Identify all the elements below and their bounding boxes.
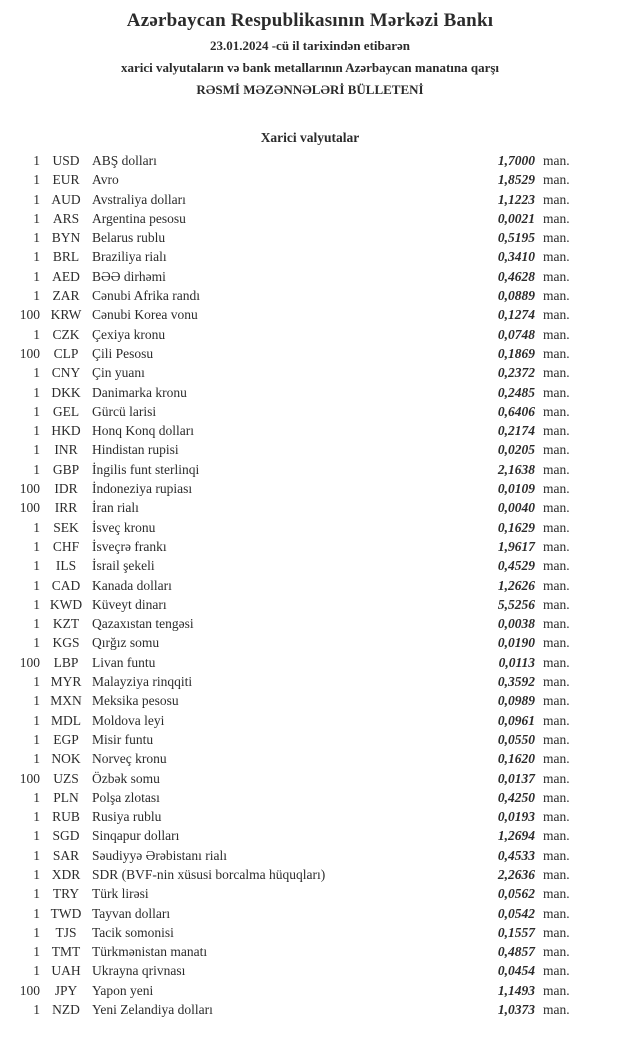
currency-name: Ukrayna qrivnası bbox=[92, 963, 186, 979]
rate-row bbox=[0, 633, 620, 652]
rate-unit: man. bbox=[543, 828, 570, 844]
rate-unit: man. bbox=[543, 577, 570, 593]
rate-value: 0,0038 bbox=[497, 616, 535, 632]
currency-code: CHF bbox=[52, 538, 80, 554]
rate-value: 0,2372 bbox=[497, 365, 535, 381]
rate-quantity: 1 bbox=[33, 596, 40, 612]
rate-row bbox=[0, 363, 620, 382]
rate-quantity: 1 bbox=[33, 674, 40, 690]
rate-value: 0,2485 bbox=[497, 384, 535, 400]
rate-unit: man. bbox=[543, 731, 570, 747]
rate-unit: man. bbox=[543, 616, 570, 632]
rate-row bbox=[0, 942, 620, 961]
rate-value: 0,0550 bbox=[497, 731, 535, 747]
currency-code: CZK bbox=[52, 326, 80, 342]
currency-code: SEK bbox=[53, 519, 79, 535]
rate-value: 0,5195 bbox=[497, 230, 535, 246]
currency-code: CNY bbox=[51, 365, 81, 381]
currency-name: Avstraliya dolları bbox=[92, 191, 186, 207]
rate-row bbox=[0, 267, 620, 286]
rate-unit: man. bbox=[543, 172, 570, 188]
rate-unit: man. bbox=[543, 210, 570, 226]
currency-name: Çexiya kronu bbox=[92, 326, 166, 342]
rate-value: 1,8529 bbox=[497, 172, 535, 188]
rate-unit: man. bbox=[543, 384, 570, 400]
rate-value: 1,2626 bbox=[497, 577, 535, 593]
rate-unit: man. bbox=[543, 635, 570, 651]
rate-quantity: 1 bbox=[33, 384, 40, 400]
currency-name: Çili Pesosu bbox=[92, 345, 154, 361]
currency-code: IDR bbox=[54, 481, 78, 497]
currency-name: Küveyt dinarı bbox=[92, 596, 167, 612]
rate-quantity: 100 bbox=[19, 770, 40, 786]
currency-name: Türkmənistan manatı bbox=[92, 944, 208, 960]
rates-table bbox=[0, 151, 620, 1019]
rate-value: 0,0205 bbox=[497, 442, 535, 458]
rate-row bbox=[0, 479, 620, 498]
rate-value: 1,1223 bbox=[497, 191, 535, 207]
rate-quantity: 1 bbox=[33, 635, 40, 651]
rate-row bbox=[0, 383, 620, 402]
currency-code: MYR bbox=[50, 674, 82, 690]
rate-row bbox=[0, 151, 620, 170]
rate-row bbox=[0, 537, 620, 556]
rate-unit: man. bbox=[543, 442, 570, 458]
rate-quantity: 1 bbox=[33, 249, 40, 265]
currency-code: BRL bbox=[52, 249, 80, 265]
currency-name: İsveç kronu bbox=[92, 519, 156, 535]
rate-quantity: 1 bbox=[33, 403, 40, 419]
currency-code: PLN bbox=[53, 789, 79, 805]
rate-row bbox=[0, 865, 620, 884]
rate-row bbox=[0, 190, 620, 209]
rate-quantity: 1 bbox=[33, 577, 40, 593]
currency-code: ZAR bbox=[52, 288, 80, 304]
rate-unit: man. bbox=[543, 674, 570, 690]
rate-value: 0,2174 bbox=[497, 423, 535, 439]
rate-row bbox=[0, 402, 620, 421]
rate-value: 0,1274 bbox=[497, 307, 535, 323]
currency-name: Tacik somonisi bbox=[92, 924, 174, 940]
rate-unit: man. bbox=[543, 596, 570, 612]
rate-row bbox=[0, 286, 620, 305]
rate-unit: man. bbox=[543, 461, 570, 477]
currency-code: AED bbox=[52, 268, 80, 284]
rate-unit: man. bbox=[543, 789, 570, 805]
rate-value: 0,0889 bbox=[497, 288, 535, 304]
rate-value: 0,6406 bbox=[497, 403, 535, 419]
rate-unit: man. bbox=[543, 1002, 570, 1018]
rate-quantity: 1 bbox=[33, 538, 40, 554]
rate-value: 0,0454 bbox=[497, 963, 535, 979]
currency-code: NZD bbox=[52, 1002, 80, 1018]
rate-row bbox=[0, 884, 620, 903]
currency-name: Hindistan rupisi bbox=[92, 442, 179, 458]
currency-code: EUR bbox=[52, 172, 80, 188]
currency-name: Malayziya rinqqiti bbox=[92, 674, 193, 690]
rate-value: 0,0989 bbox=[497, 693, 535, 709]
currency-name: İngilis funt sterlinqi bbox=[92, 461, 200, 477]
currency-name: Kanada dolları bbox=[92, 577, 172, 593]
currency-name: Cənubi Korea vonu bbox=[92, 307, 198, 323]
rate-value: 1,2694 bbox=[497, 828, 535, 844]
rate-quantity: 1 bbox=[33, 153, 40, 168]
currency-name: Tayvan dolları bbox=[92, 905, 171, 921]
currency-name: Yapon yeni bbox=[92, 982, 154, 998]
rate-quantity: 1 bbox=[33, 924, 40, 940]
rate-quantity: 1 bbox=[33, 172, 40, 188]
rate-unit: man. bbox=[543, 538, 570, 554]
currency-name: Çin yuanı bbox=[92, 365, 145, 381]
currency-code: BYN bbox=[51, 230, 81, 246]
rate-value: 0,4533 bbox=[497, 847, 535, 863]
rate-quantity: 1 bbox=[33, 268, 40, 284]
rate-row bbox=[0, 247, 620, 266]
rate-quantity: 1 bbox=[33, 789, 40, 805]
currency-name: Honq Konq dolları bbox=[92, 423, 194, 439]
rate-unit: man. bbox=[543, 423, 570, 439]
rate-quantity: 1 bbox=[33, 905, 40, 921]
rate-unit: man. bbox=[543, 288, 570, 304]
currency-name: İsrail şekeli bbox=[92, 558, 155, 574]
rate-value: 2,1638 bbox=[497, 461, 535, 477]
rate-unit: man. bbox=[543, 944, 570, 960]
rate-value: 0,0190 bbox=[497, 635, 535, 651]
rate-quantity: 100 bbox=[19, 307, 40, 323]
currency-name: BƏƏ dirhəmi bbox=[92, 268, 166, 284]
rate-quantity: 1 bbox=[33, 558, 40, 574]
currency-code: MDL bbox=[51, 712, 81, 728]
rate-quantity: 1 bbox=[33, 828, 40, 844]
rate-quantity: 1 bbox=[33, 866, 40, 882]
currency-code: IRR bbox=[54, 500, 78, 516]
currency-code: TRY bbox=[52, 886, 80, 902]
rate-quantity: 1 bbox=[33, 288, 40, 304]
currency-code: XDR bbox=[51, 866, 81, 882]
currency-code: TJS bbox=[55, 924, 77, 940]
currency-code: EGP bbox=[53, 731, 79, 747]
rate-value: 0,0562 bbox=[497, 886, 535, 902]
rate-unit: man. bbox=[543, 230, 570, 246]
rate-value: 0,4857 bbox=[497, 944, 535, 960]
rate-unit: man. bbox=[543, 191, 570, 207]
currency-name: Misir funtu bbox=[92, 731, 154, 747]
rate-row bbox=[0, 749, 620, 768]
currency-code: SAR bbox=[52, 847, 80, 863]
currency-code: USD bbox=[52, 153, 80, 168]
currency-code: AUD bbox=[51, 191, 81, 207]
rate-quantity: 1 bbox=[33, 886, 40, 902]
currency-code: TWD bbox=[50, 905, 82, 921]
currency-code: RUB bbox=[52, 809, 80, 825]
currency-name: Qazaxıstan tengəsi bbox=[92, 616, 194, 632]
rate-value: 0,3410 bbox=[497, 249, 535, 265]
currency-name: Səudiyyə Ərəbistanı rialı bbox=[92, 847, 227, 863]
rate-unit: man. bbox=[543, 905, 570, 921]
rate-row bbox=[0, 209, 620, 228]
rate-row bbox=[0, 305, 620, 324]
rate-value: 0,0109 bbox=[497, 481, 535, 497]
rate-value: 0,0040 bbox=[497, 500, 535, 516]
rate-row bbox=[0, 691, 620, 710]
rate-row bbox=[0, 846, 620, 865]
currency-code: MXN bbox=[50, 693, 82, 709]
rate-row bbox=[0, 614, 620, 633]
subtitle-line-2: RƏSMİ MƏZƏNNƏLƏRİ BÜLLETENİ bbox=[196, 82, 424, 97]
rate-row bbox=[0, 788, 620, 807]
rate-value: 1,9617 bbox=[497, 538, 535, 554]
rate-value: 2,2636 bbox=[497, 866, 535, 882]
currency-name: Moldova leyi bbox=[92, 712, 165, 728]
rate-unit: man. bbox=[543, 249, 570, 265]
rate-quantity: 100 bbox=[19, 345, 40, 361]
rate-row bbox=[0, 576, 620, 595]
currency-name: SDR (BVF-nin xüsusi borcalma hüquqları) bbox=[92, 866, 326, 882]
rate-quantity: 1 bbox=[33, 963, 40, 979]
currency-code: INR bbox=[54, 442, 78, 458]
rate-unit: man. bbox=[543, 345, 570, 361]
rate-quantity: 1 bbox=[33, 519, 40, 535]
currency-code: ARS bbox=[52, 210, 80, 226]
rate-value: 0,0542 bbox=[497, 905, 535, 921]
rate-quantity: 1 bbox=[33, 616, 40, 632]
rate-unit: man. bbox=[543, 751, 570, 767]
currency-name: Belarus rublu bbox=[92, 230, 166, 246]
rate-unit: man. bbox=[543, 866, 570, 882]
currency-code: KWD bbox=[49, 596, 83, 612]
rate-value: 0,0748 bbox=[497, 326, 535, 342]
rate-value: 0,0113 bbox=[498, 654, 535, 670]
currency-name: Cənubi Afrika randı bbox=[92, 288, 200, 304]
rate-unit: man. bbox=[543, 153, 570, 168]
rate-unit: man. bbox=[543, 481, 570, 497]
rate-unit: man. bbox=[543, 403, 570, 419]
rate-value: 0,0193 bbox=[497, 809, 535, 825]
currency-name: Türk lirəsi bbox=[92, 886, 149, 902]
rate-value: 0,1557 bbox=[497, 924, 535, 940]
rate-quantity: 1 bbox=[33, 712, 40, 728]
rate-value: 1,1493 bbox=[497, 982, 535, 998]
currency-code: TMT bbox=[51, 944, 81, 960]
currency-name: Avro bbox=[92, 172, 119, 188]
rate-unit: man. bbox=[543, 924, 570, 940]
rate-quantity: 1 bbox=[33, 944, 40, 960]
rate-quantity: 1 bbox=[33, 326, 40, 342]
rate-quantity: 1 bbox=[33, 230, 40, 246]
rate-row bbox=[0, 595, 620, 614]
rate-unit: man. bbox=[543, 963, 570, 979]
rate-value: 0,4628 bbox=[497, 268, 535, 284]
rate-row bbox=[0, 498, 620, 517]
rate-quantity: 1 bbox=[33, 442, 40, 458]
currency-code: KGS bbox=[52, 635, 80, 651]
rate-row bbox=[0, 923, 620, 942]
rate-quantity: 1 bbox=[33, 210, 40, 226]
currency-name: Danimarka kronu bbox=[92, 384, 187, 400]
rate-value: 0,4250 bbox=[497, 789, 535, 805]
currency-code: GEL bbox=[52, 403, 80, 419]
rate-quantity: 100 bbox=[19, 500, 40, 516]
rate-unit: man. bbox=[543, 982, 570, 998]
rate-quantity: 1 bbox=[33, 365, 40, 381]
rate-unit: man. bbox=[543, 693, 570, 709]
effective-date-line: 23.01.2024 -cü il tarixindən etibarən bbox=[209, 38, 411, 53]
rate-quantity: 1 bbox=[33, 461, 40, 477]
currency-code: LBP bbox=[53, 654, 79, 670]
rate-unit: man. bbox=[543, 307, 570, 323]
rate-unit: man. bbox=[543, 886, 570, 902]
section-title-foreign-currencies: Xarici valyutalar bbox=[260, 130, 360, 145]
rate-value: 5,5256 bbox=[497, 596, 535, 612]
rate-row bbox=[0, 653, 620, 672]
rate-row bbox=[0, 518, 620, 537]
currency-name: Qırğız somu bbox=[92, 635, 160, 651]
currency-code: GBP bbox=[52, 461, 80, 477]
rate-unit: man. bbox=[543, 558, 570, 574]
rate-unit: man. bbox=[543, 712, 570, 728]
currency-name: Argentina pesosu bbox=[92, 210, 186, 226]
currency-code: HKD bbox=[51, 423, 81, 439]
currency-name: İran rialı bbox=[92, 500, 139, 516]
rate-row bbox=[0, 711, 620, 730]
rate-unit: man. bbox=[543, 326, 570, 342]
rate-row bbox=[0, 556, 620, 575]
currency-name: Braziliya rialı bbox=[92, 249, 167, 265]
currency-name: Yeni Zelandiya dolları bbox=[92, 1002, 213, 1018]
rate-quantity: 1 bbox=[33, 1002, 40, 1018]
rate-value: 0,0137 bbox=[497, 770, 535, 786]
rate-value: 0,4529 bbox=[497, 558, 535, 574]
currency-code: JPY bbox=[54, 982, 78, 998]
bulletin-header bbox=[0, 0, 620, 97]
rate-value: 0,1620 bbox=[497, 751, 535, 767]
currency-code: DKK bbox=[51, 384, 81, 400]
rate-value: 0,0961 bbox=[497, 712, 535, 728]
rate-value: 1,7000 bbox=[497, 153, 535, 168]
currency-code: UZS bbox=[53, 770, 79, 786]
currency-code: KRW bbox=[50, 307, 82, 323]
rate-row bbox=[0, 460, 620, 479]
rate-value: 1,0373 bbox=[497, 1002, 535, 1018]
currency-code: NOK bbox=[51, 751, 81, 767]
rate-value: 0,1629 bbox=[497, 519, 535, 535]
rate-unit: man. bbox=[543, 654, 570, 670]
currency-name: ABŞ dolları bbox=[92, 153, 157, 168]
rate-quantity: 1 bbox=[33, 847, 40, 863]
currency-name: İndoneziya rupiası bbox=[92, 481, 193, 497]
rate-unit: man. bbox=[543, 770, 570, 786]
rate-row bbox=[0, 807, 620, 826]
rate-row bbox=[0, 769, 620, 788]
rate-quantity: 100 bbox=[19, 654, 40, 670]
rate-row bbox=[0, 344, 620, 363]
rate-quantity: 1 bbox=[33, 693, 40, 709]
currency-name: Meksika pesosu bbox=[92, 693, 179, 709]
rate-value: 0,1869 bbox=[497, 345, 535, 361]
bank-title: Azərbaycan Respublikasının Mərkəzi Bankı bbox=[126, 10, 494, 31]
currency-name: Rusiya rublu bbox=[92, 809, 162, 825]
rate-quantity: 1 bbox=[33, 191, 40, 207]
rate-row bbox=[0, 904, 620, 923]
currency-name: Polşa zlotası bbox=[92, 789, 160, 805]
subtitle-line-1: xarici valyutaların və bank metallarının Azərbaycan manatına qarşı bbox=[120, 60, 500, 75]
rate-row bbox=[0, 826, 620, 845]
currency-name: İsveçrə frankı bbox=[92, 538, 167, 554]
currency-name: Norveç kronu bbox=[92, 751, 167, 767]
rate-row bbox=[0, 440, 620, 459]
rate-row bbox=[0, 228, 620, 247]
rate-quantity: 1 bbox=[33, 731, 40, 747]
currency-code: CAD bbox=[51, 577, 81, 593]
currency-code: SGD bbox=[52, 828, 80, 844]
rate-unit: man. bbox=[543, 365, 570, 381]
rate-unit: man. bbox=[543, 500, 570, 516]
rate-quantity: 100 bbox=[19, 982, 40, 998]
rate-row bbox=[0, 421, 620, 440]
rate-unit: man. bbox=[543, 268, 570, 284]
currency-code: ILS bbox=[55, 558, 77, 574]
rate-quantity: 1 bbox=[33, 423, 40, 439]
rate-row bbox=[0, 730, 620, 749]
rate-quantity: 1 bbox=[33, 751, 40, 767]
rate-value: 0,0021 bbox=[497, 210, 535, 226]
currency-name: Livan funtu bbox=[92, 654, 156, 670]
rate-row bbox=[0, 981, 620, 1000]
currency-name: Gürcü larisi bbox=[92, 403, 157, 419]
currency-code: KZT bbox=[52, 616, 80, 632]
rate-unit: man. bbox=[543, 519, 570, 535]
rate-value: 0,3592 bbox=[497, 674, 535, 690]
rate-quantity: 100 bbox=[19, 481, 40, 497]
rate-quantity: 1 bbox=[33, 809, 40, 825]
rate-unit: man. bbox=[543, 809, 570, 825]
rate-row bbox=[0, 325, 620, 344]
currency-name: Özbək somu bbox=[92, 770, 160, 786]
rate-row bbox=[0, 961, 620, 980]
rate-row bbox=[0, 1000, 620, 1019]
rate-row bbox=[0, 672, 620, 691]
rate-row bbox=[0, 170, 620, 189]
currency-code: CLP bbox=[53, 345, 79, 361]
currency-name: Sinqapur dolları bbox=[92, 828, 180, 844]
rate-unit: man. bbox=[543, 847, 570, 863]
currency-code: UAH bbox=[51, 963, 81, 979]
